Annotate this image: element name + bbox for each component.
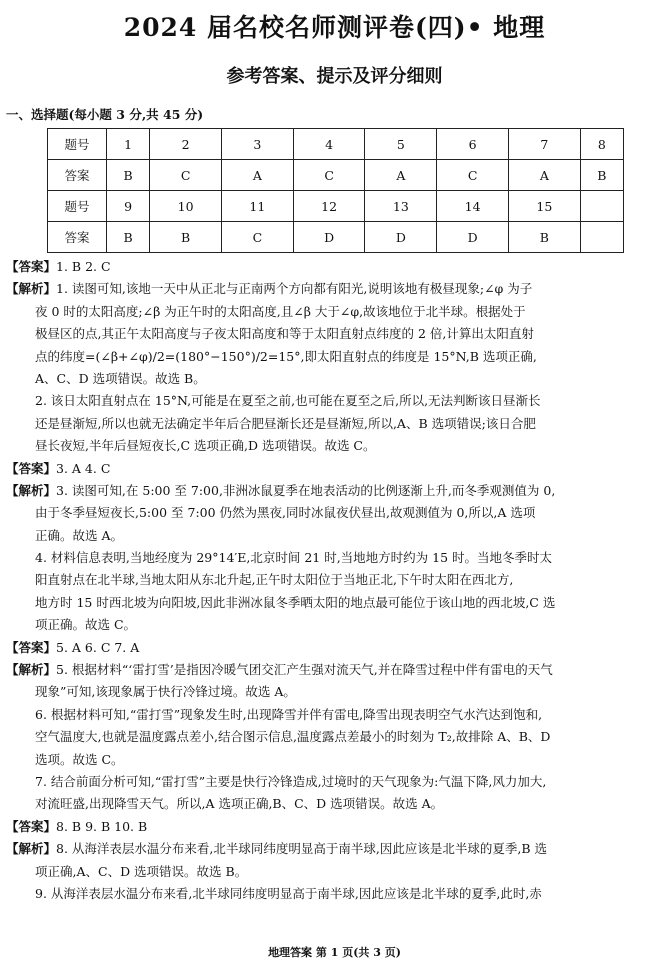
table-row [48,160,624,191]
table-cell: 3 [221,129,293,160]
answer-line [6,816,656,838]
table-cell: C [293,160,365,191]
table-cell: B [107,222,150,253]
table-cell [580,191,623,222]
table-row [48,191,624,222]
table-cell: B [508,222,580,253]
answer-text: 8. B 9. B 10. B [56,818,148,834]
explanation-line: 4. 材料信息表明,当地经度为 29°14′E,北京时间 21 时,当地地方时约为 15 时。当地冬季时太 [35,550,553,566]
explanation-line: A、C、D 选项错误。故选 B。 [35,370,206,386]
table-cell: 题号 [48,191,107,222]
explanation-tag: 【解析】 [6,281,57,297]
explanation-line: 现象”可知,该现象属于快行冷锋过境。故选 A。 [35,684,296,700]
explanation-line [6,480,656,502]
page-footer: 地理答案 第 1 页(共 3 页) [268,946,401,959]
explanation-line: 对流旺盛,出现降雪天气。所以,A 选项正确,B、C、D 选项错误。故选 A。 [35,796,444,812]
table-row [48,129,624,160]
explanation-line: 昼长夜短,半年后昼短夜长,C 选项正确,D 选项错误。故选 C。 [35,438,376,454]
explanation-line: 空气温度大,也就是温度露点差小,结合图示信息,温度露点差最小的时刻为 T₂,故排除 A、B、D [35,729,551,745]
table-cell: 10 [150,191,222,222]
section-heading: 一、选择题(每小题 3 分,共 45 分) [6,107,204,122]
page-subtitle: 参考答案、提示及评分细则 [226,66,443,87]
table-cell: 答案 [48,222,107,253]
explanation-line: 正确。故选 A。 [35,527,124,543]
explanation-line [6,659,656,681]
answer-line [6,256,656,278]
table-cell: A [365,160,437,191]
table-cell: 11 [221,191,293,222]
table-cell: 12 [293,191,365,222]
table-cell: D [437,222,509,253]
answer-line [6,637,656,659]
answer-tag: 【答案】 [6,259,57,274]
answer-text: 1. B 2. C [56,259,111,274]
explanation-body [6,256,656,905]
explanation-line: 6. 根据材料可知,“雷打雪”现象发生时,出现降雪并伴有雷电,降雪出现表明空气水汽达到饱和, [35,706,543,722]
table-cell [580,222,623,253]
explanation-tag: 【解析】 [6,482,57,498]
answer-line [6,458,656,480]
table-cell: C [221,222,293,253]
explanation-line [6,838,656,860]
explanation-line: 2. 该日太阳直射点在 15°N,可能是在夏至之前,也可能在夏至之后,所以,无法判断该日昼渐长 [35,393,541,409]
explanation-line: 项正确。故选 C。 [35,617,137,633]
table-cell: A [221,160,293,191]
answer-text: 3. A 4. C [56,460,111,476]
table-cell: 答案 [48,160,107,191]
table-cell: C [150,160,222,191]
explanation-tag: 【解析】 [6,841,57,857]
table-cell: 9 [107,191,150,222]
table-cell: 题号 [48,129,107,160]
answer-tag: 【答案】 [6,818,57,834]
explanation-line: 还是昼渐短,所以也就无法确定半年后合肥昼渐长还是昼渐短,所以,A、B 选项错误;该日合肥 [35,415,536,431]
table-row [48,222,624,253]
table-cell: 14 [437,191,509,222]
table-cell: C [437,160,509,191]
explanation-text: 3. 读图可知,在 5:00 至 7:00,非洲冰鼠夏季在地表活动的比例逐渐上升,而冬季观测值为 0, [56,482,556,498]
explanation-line: 阳直射点在北半球,当地太阳从东北升起,正午时太阳位于当地正北,下午时太阳在西北方, [35,572,514,588]
table-cell: 2 [150,129,222,160]
explanation-line: 点的纬度=(∠β+∠φ)/2=(180°−150°)/2=15°,即太阳直射点的纬度是 15°N,B 选项正确, [35,348,537,364]
explanation-line: 极昼区的点,其正午太阳高度与子夜太阳高度和等于太阳直射点纬度的 2 倍,计算出太阳直射 [35,326,534,342]
answer-tag: 【答案】 [6,460,57,476]
explanation-line: 7. 结合前面分析可知,“雷打雪”主要是快行冷锋造成,过境时的天气现象为:气温下降,风力加大, [35,773,547,789]
explanation-tag: 【解析】 [6,662,57,678]
table-cell: 15 [508,191,580,222]
answer-tag: 【答案】 [6,639,57,655]
table-cell: 5 [365,129,437,160]
table-cell: 13 [365,191,437,222]
explanation-line: 由于冬季昼短夜长,5:00 至 7:00 仍然为黑夜,同时冰鼠夜伏昼出,故观测值为 0,所以,A 选项 [35,505,536,521]
answer-table [47,128,624,253]
table-cell: 8 [580,129,623,160]
table-cell: B [107,160,150,191]
table-cell: A [508,160,580,191]
table-cell: B [580,160,623,191]
explanation-line: 9. 从海洋表层水温分布来看,北半球同纬度明显高于南半球,因此应该是北半球的夏季,此时,赤 [35,885,542,901]
table-cell: 7 [508,129,580,160]
table-cell: D [365,222,437,253]
table-cell: 1 [107,129,150,160]
explanation-text: 1. 读图可知,该地一天中从正北与正南两个方向都有阳光,说明该地有极昼现象;∠φ 为子 [56,281,533,297]
table-cell: B [150,222,222,253]
explanation-text: 8. 从海洋表层水温分布来看,北半球同纬度明显高于南半球,因此应该是北半球的夏季,B 选 [56,841,547,857]
explanation-line: 夜 0 时的太阳高度;∠β 为正午时的太阳高度,且∠β 大于∠φ,故该地位于北半球。根据处于 [35,303,526,319]
table-cell: 6 [437,129,509,160]
page-title: 2024 届名校名师测评卷(四)• 地理 [123,13,546,42]
table-cell: D [293,222,365,253]
explanation-line [6,278,656,300]
table-cell: 4 [293,129,365,160]
explanation-line: 地方时 15 时西北坡为向阳坡,因此非洲冰鼠冬季晒太阳的地点最可能位于该山地的西北坡,C 选 [35,594,556,610]
explanation-text: 5. 根据材料“‘雷打雪’是指因冷暖气团交汇产生强对流天气,并在降雪过程中伴有雷电的天气 [56,662,553,678]
explanation-line: 选项。故选 C。 [35,751,124,767]
answer-text: 5. A 6. C 7. A [56,639,140,655]
explanation-line: 项正确,A、C、D 选项错误。故选 B。 [35,863,248,879]
